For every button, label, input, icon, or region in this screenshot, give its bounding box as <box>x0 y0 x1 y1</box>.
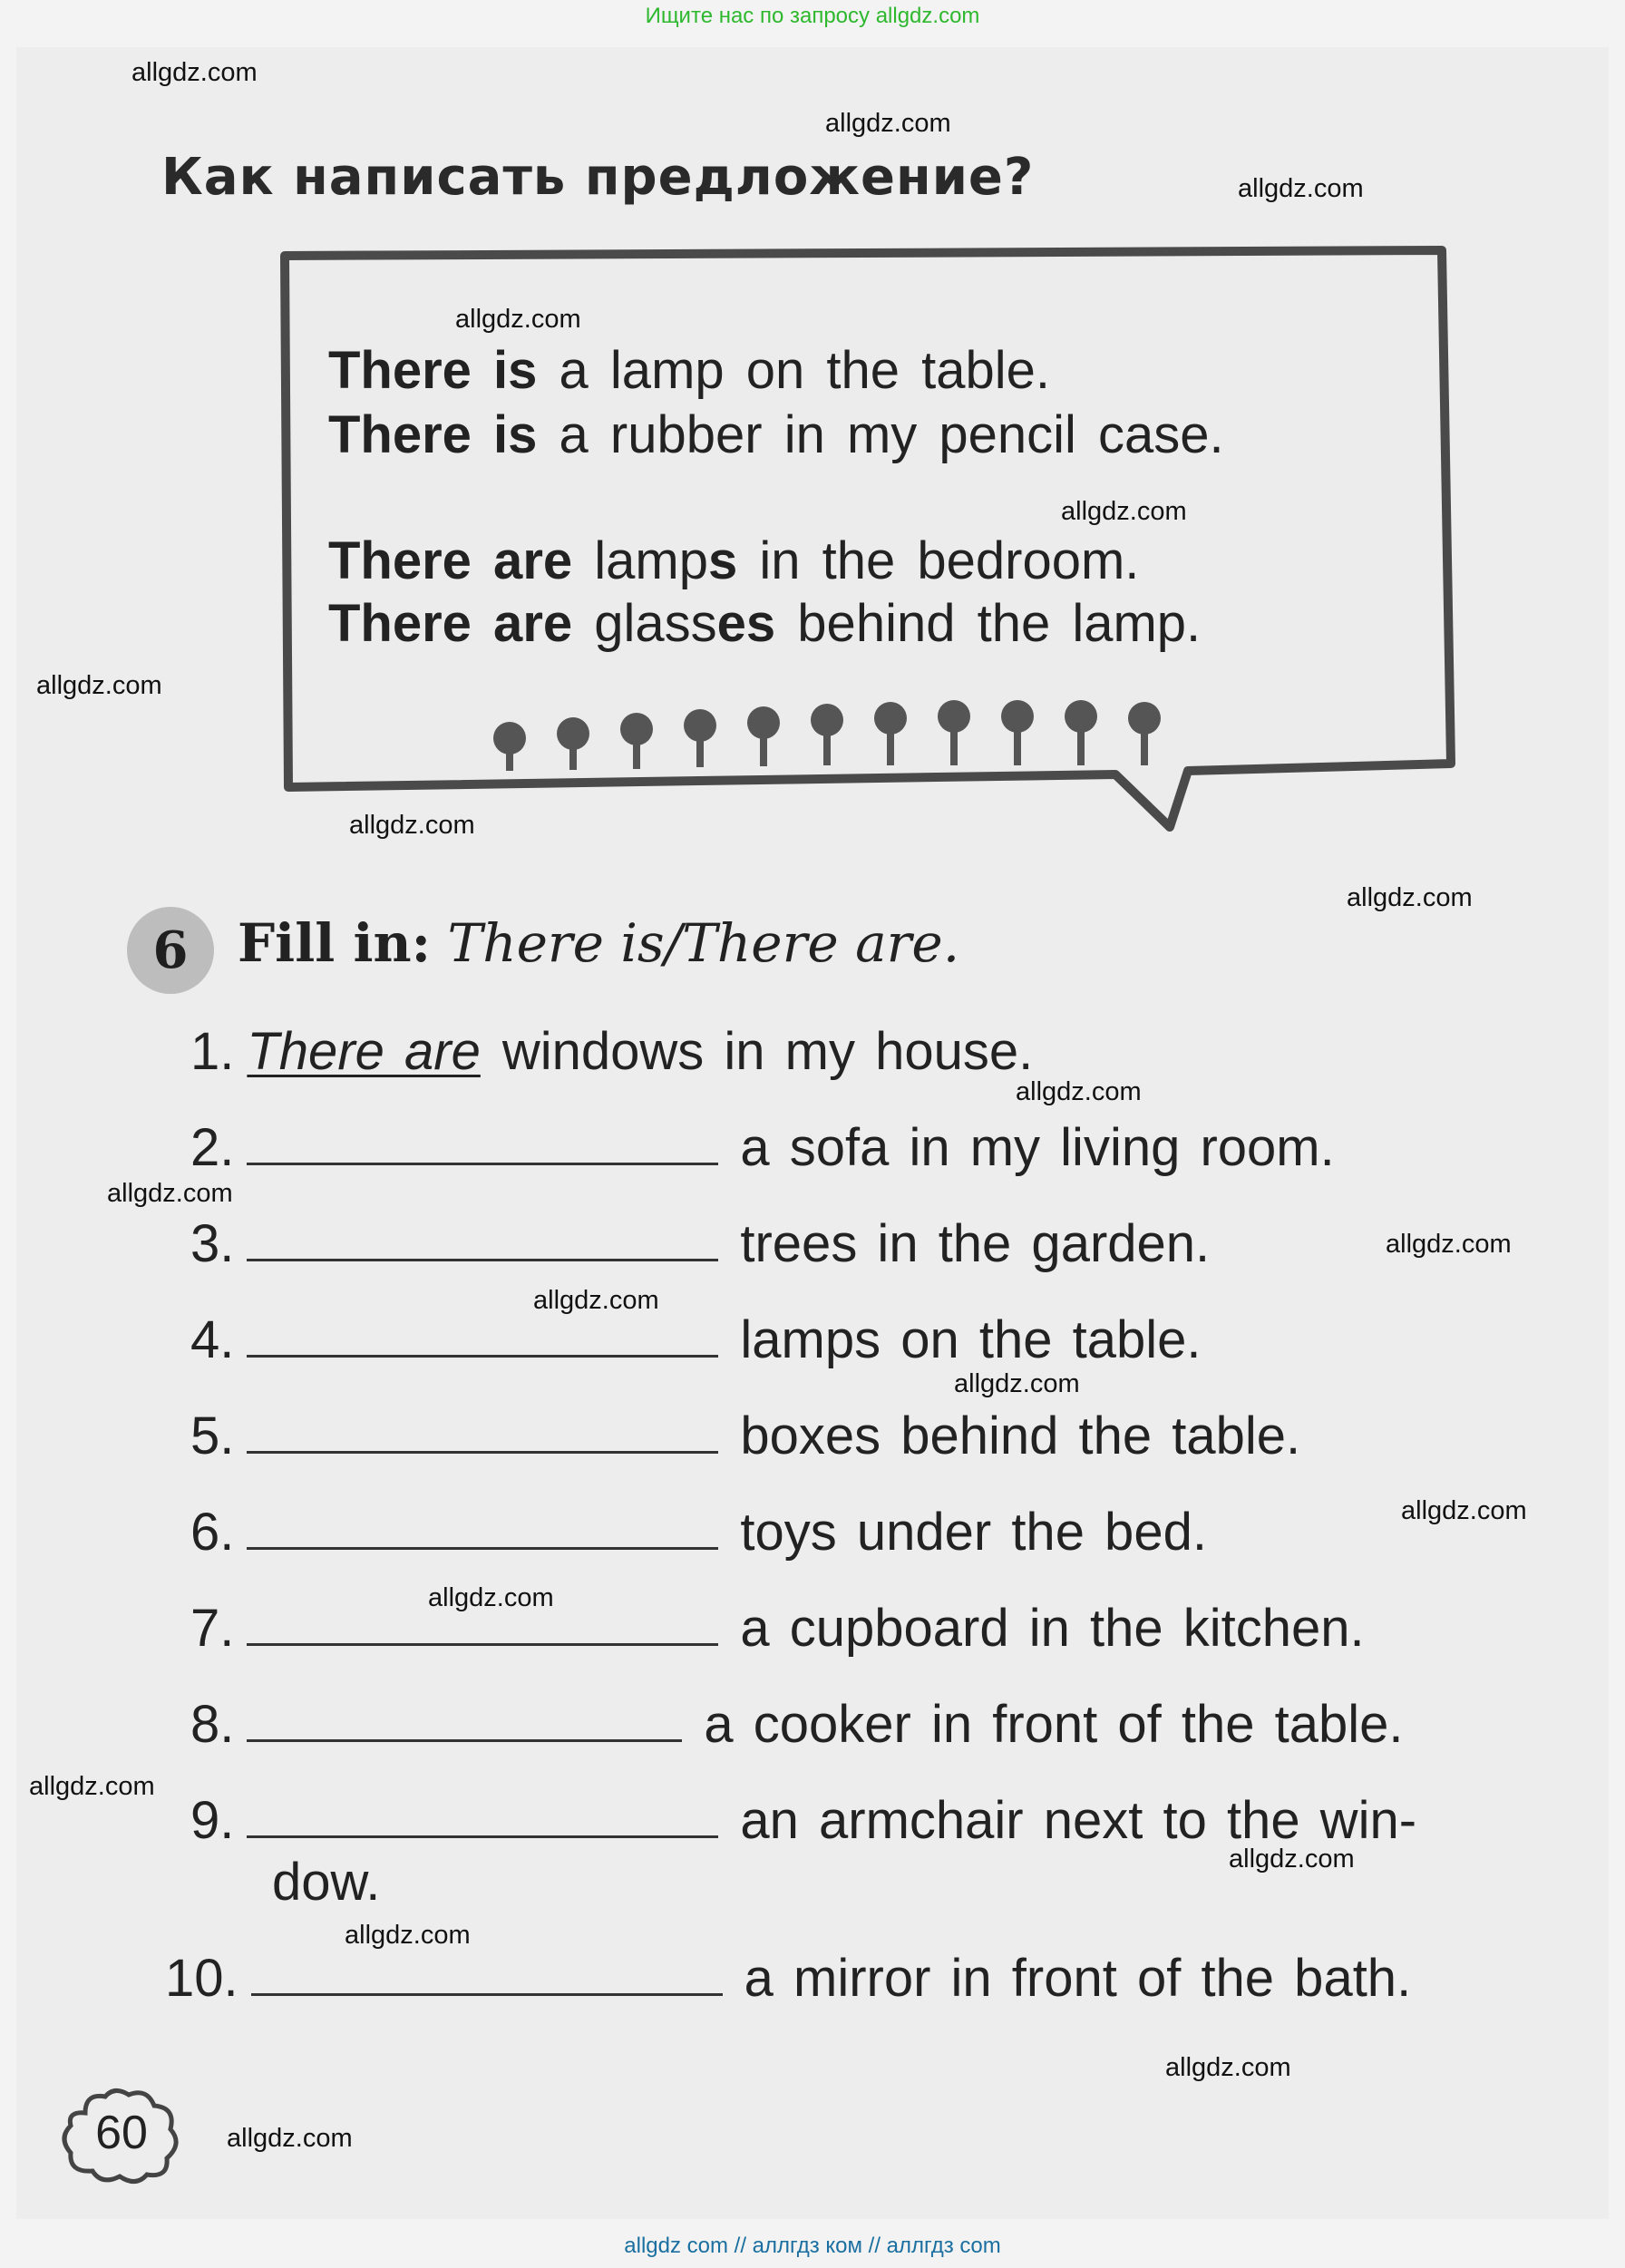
rule-keyword: There is <box>328 341 538 400</box>
exercise-item-8 <box>190 1694 1404 1755</box>
watermark: allgdz.com <box>1016 1077 1142 1106</box>
watermark: allgdz.com <box>1165 2053 1291 2082</box>
item-text: an armchair next to the win- <box>740 1791 1417 1850</box>
exercise-item-1 <box>190 1021 1033 1082</box>
top-banner: Ищите нас по запросу allgdz.com <box>645 4 980 28</box>
exercise-item-3 <box>190 1213 1210 1274</box>
item-text: windows in my house. <box>501 1022 1034 1081</box>
page-number: 60 <box>95 2107 148 2159</box>
watermark: allgdz.com <box>36 671 162 700</box>
item-answer: There are <box>247 1022 481 1081</box>
rule-text: glass <box>572 594 717 653</box>
rule-line-1 <box>328 340 1050 401</box>
item-text: a sofa in my living room. <box>740 1118 1335 1177</box>
item-text: a mirror in front of the bath. <box>744 1949 1412 2008</box>
rule-keyword: There are <box>328 531 573 590</box>
exercise-item-2 <box>190 1117 1335 1178</box>
watermark: allgdz.com <box>428 1583 554 1612</box>
exercise-number-badge: 6 <box>127 907 214 994</box>
plural-ending: s <box>707 531 738 590</box>
watermark: allgdz.com <box>825 109 951 138</box>
watermark: allgdz.com <box>1238 174 1364 203</box>
rule-line-4 <box>328 593 1201 654</box>
bottom-banner: allgdz com // аллгдз ком // аллгдз com <box>624 2234 1001 2258</box>
rule-text: in the bedroom. <box>737 531 1140 590</box>
item-text: trees in the garden. <box>740 1214 1211 1273</box>
item-text: lamps on the table. <box>740 1310 1202 1369</box>
item-number: 7. <box>190 1599 235 1658</box>
rule-keyword: There are <box>328 594 573 653</box>
item-number: 8. <box>190 1695 235 1754</box>
answer-blank[interactable] <box>247 1406 718 1454</box>
rule-text: lamp <box>572 531 708 590</box>
plural-ending: es <box>716 594 776 653</box>
watermark: allgdz.com <box>533 1286 659 1315</box>
item-number: 3. <box>190 1214 235 1273</box>
watermark: allgdz.com <box>131 58 258 87</box>
item-text: a cupboard in the kitchen. <box>740 1599 1365 1658</box>
item-number: 1. <box>190 1022 235 1081</box>
watermark: allgdz.com <box>1347 883 1473 912</box>
watermark: allgdz.com <box>227 2124 353 2153</box>
item-text: toys under the bed. <box>740 1503 1207 1562</box>
exercise-item-9-continuation: dow. <box>272 1853 381 1912</box>
exercise-item-10 <box>165 1948 1411 2009</box>
rule-line-3 <box>328 530 1139 591</box>
rule-keyword: There is <box>328 405 538 464</box>
answer-blank[interactable] <box>247 1790 718 1838</box>
watermark: allgdz.com <box>345 1921 471 1950</box>
item-text: boxes behind the table. <box>740 1407 1301 1465</box>
answer-blank[interactable] <box>247 1309 718 1358</box>
watermark: allgdz.com <box>29 1772 155 1801</box>
exercise-instruction <box>238 912 959 974</box>
exercise-item-6 <box>190 1502 1207 1562</box>
answer-blank[interactable] <box>247 1117 718 1165</box>
watermark: allgdz.com <box>1386 1230 1512 1259</box>
rule-text: behind the lamp. <box>775 594 1202 653</box>
rule-text: a rubber in my pencil case. <box>537 405 1224 464</box>
item-number: 10. <box>165 1949 238 2008</box>
instruction-phrase: There is/There are. <box>447 912 960 974</box>
watermark: allgdz.com <box>1401 1496 1527 1525</box>
page-heading: Как написать предложение? <box>161 148 1035 207</box>
watermark: allgdz.com <box>954 1369 1080 1398</box>
item-number: 4. <box>190 1310 235 1369</box>
item-text: a cooker in front of the table. <box>704 1695 1404 1754</box>
answer-blank[interactable] <box>247 1502 718 1550</box>
exercise-item-5 <box>190 1406 1300 1466</box>
watermark: allgdz.com <box>349 811 475 840</box>
item-number: 5. <box>190 1407 235 1465</box>
instruction-label: Fill in: <box>238 912 432 974</box>
item-number: 9. <box>190 1791 235 1850</box>
exercise-item-4 <box>190 1309 1201 1370</box>
rule-text: a lamp on the table. <box>537 341 1051 400</box>
watermark: allgdz.com <box>1061 497 1187 526</box>
watermark: allgdz.com <box>107 1179 233 1208</box>
answer-blank[interactable] <box>251 1948 723 1996</box>
answer-blank[interactable] <box>247 1213 718 1261</box>
rule-line-2 <box>328 404 1224 465</box>
exercise-item-9 <box>190 1790 1416 1851</box>
answer-blank[interactable] <box>247 1694 682 1742</box>
item-number: 6. <box>190 1503 235 1562</box>
item-number: 2. <box>190 1118 235 1177</box>
watermark: allgdz.com <box>1229 1845 1355 1874</box>
exercise-item-7 <box>190 1598 1365 1659</box>
watermark: allgdz.com <box>455 305 581 334</box>
